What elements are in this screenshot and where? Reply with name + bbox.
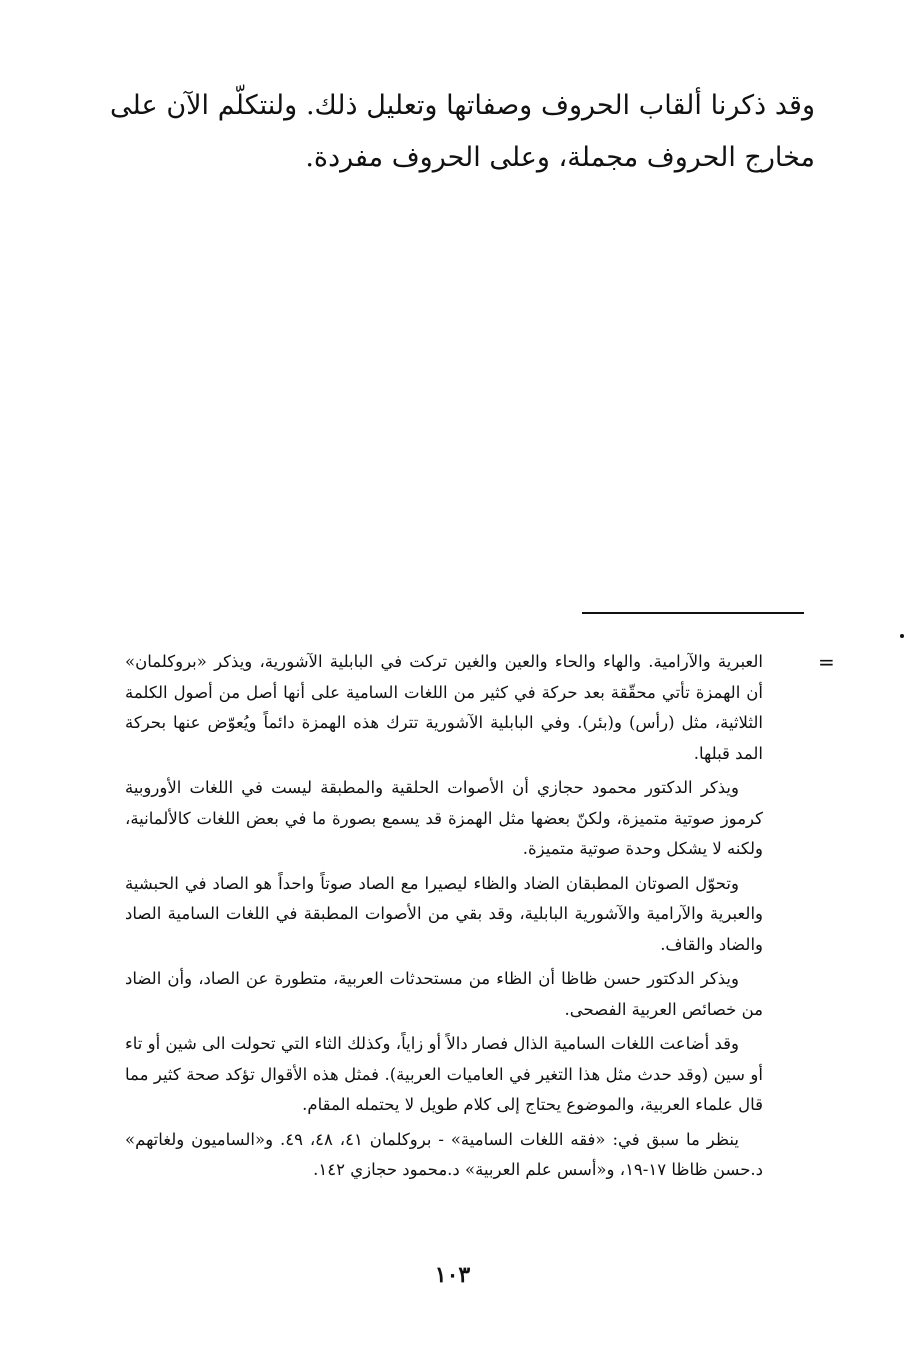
margin-dot xyxy=(900,634,904,638)
main-text-block xyxy=(110,80,815,184)
footnote-paragraph: ويذكر الدكتور حسن ظاظا أن الظاء من مستحدثات العربية، متطورة عن الصاد، وأن الضاد من خصائص العربية الفصحى. xyxy=(125,969,763,1019)
footnote-continuation-mark: = xyxy=(818,650,835,674)
page-number: ١٠٣ xyxy=(434,1262,471,1288)
footnote-paragraph: ينظر ما سبق في: «فقه اللغات السامية» - بروكلمان ٤١، ٤٨، ٤٩. و«الساميون ولغاتهم» د.حسن ظاظا ١٧-١٩، و«أسس علم العربية» د.محمود حجازي ١٤٢. xyxy=(125,1129,763,1179)
footnote-paragraph: وتحوّل الصوتان المطبقان الضاد والظاء ليصيرا مع الصاد صوتاً واحداً هو الصاد في الحبشية والعبرية والآرامية والآشورية البابلية، وقد بقي من الأصوات المطبقة في اللغات السامية الصاد والضاد والقاف. xyxy=(125,873,763,954)
footnotes-block xyxy=(125,647,763,1190)
footnote-separator xyxy=(582,612,804,614)
footnote-paragraph: العبرية والآرامية. والهاء والحاء والعين والغين تركت في البابلية الآشورية، ويذكر «بروكلمان» أن الهمزة تأتي محقّقة بعد حركة في كثير من اللغات السامية على أنها أصل من أصول الكلمة الثلاثية، مثل (رأس) و(بئر). وفي البابلية الآشورية تترك هذه الهمزة دائماً ويُعوّض عنها بحركة المد قبلها. xyxy=(125,652,763,763)
footnote-paragraph: ويذكر الدكتور محمود حجازي أن الأصوات الحلقية والمطبقة ليست في اللغات الأوروبية كرموز صوتية متميزة، ولكنّ بعضها مثل الهمزة قد يسمع بصورة ما في بعض اللغات كالألمانية، ولكنه لا يشكل وحدة صوتية متميزة. xyxy=(125,778,763,858)
footnote-paragraph: وقد أضاعت اللغات السامية الذال فصار دالاً أو زاياً، وكذلك الثاء التي تحولت الى شين أو تاء أو سين (وقد حدث مثل هذا التغير في العاميات العربية). فمثل هذه الأقوال تؤكد صحة كثير مما قال علماء العربية، والموضوع يحتاج إلى كلام طويل لا يحتمله المقام. xyxy=(125,1034,763,1114)
main-paragraph: وقد ذكرنا ألقاب الحروف وصفاتها وتعليل ذلك. ولنتكلّم الآن على مخارج الحروف مجملة، وعلى الحروف مفردة. xyxy=(110,90,815,173)
